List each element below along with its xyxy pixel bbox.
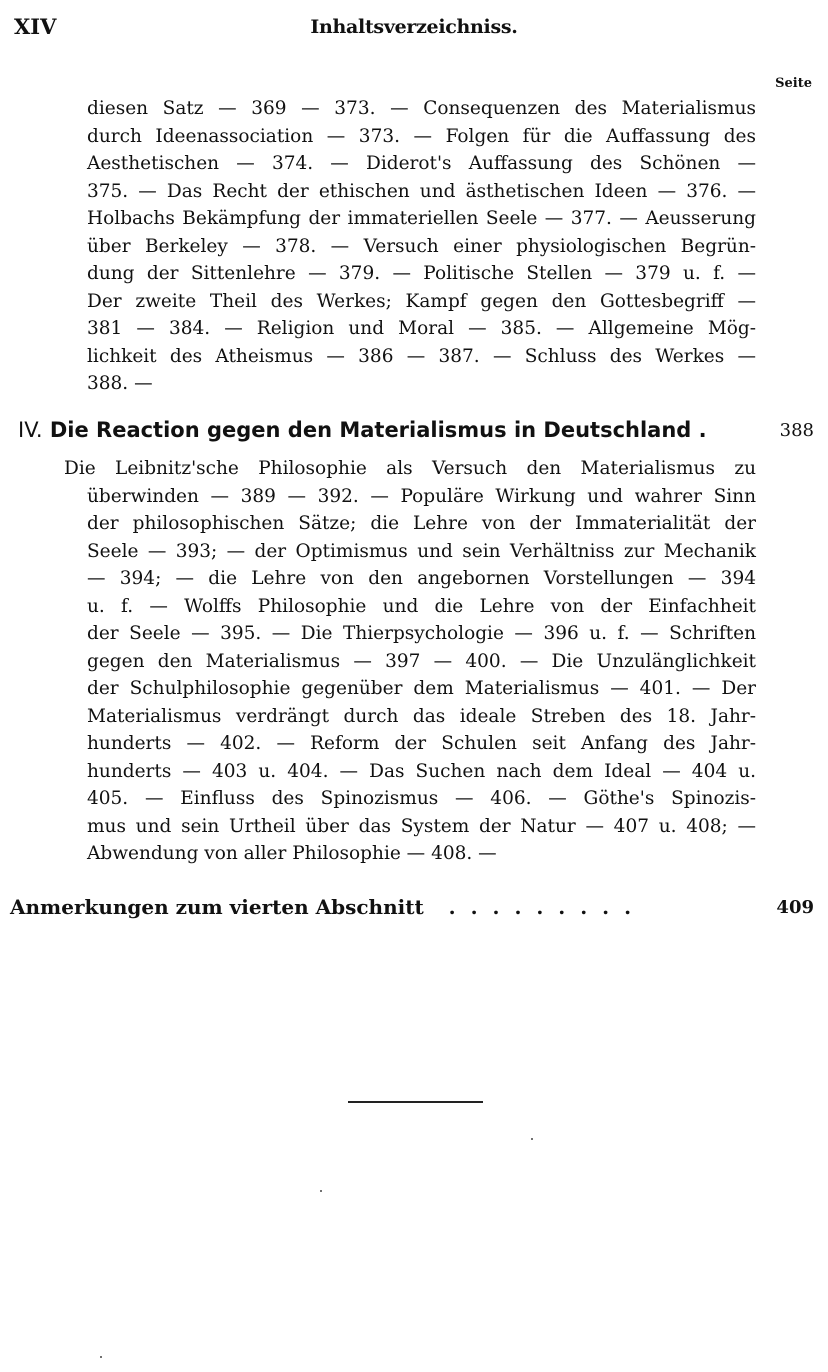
text-line: Materialismus verdrängt durch das ideale Streben des 18. Jahr- xyxy=(87,705,756,727)
text-line: hunderts — 402. — Reform der Schulen seit Anfang des Jahr- xyxy=(87,733,756,754)
dot-leader: . xyxy=(698,418,707,442)
text-line: Aesthetischen — 374. — Diderot's Auffassung des Schönen — xyxy=(87,153,756,174)
text-line: Holbachs Bekämpfung der immateriellen Seele — 377. — Aeusserung xyxy=(87,208,756,229)
text-line: lichkeit des Atheismus — 386 — 387. — Schluss des Werkes — xyxy=(87,345,756,367)
anmerkungen-entry[interactable] xyxy=(10,895,814,919)
end-rule xyxy=(348,1101,483,1103)
text-line: 405. — Einfluss des Spinozismus — 406. — Göthe's Spinozis- xyxy=(87,788,756,809)
text-line: der Seele — 395. — Die Thierpsychologie — 396 u. f. — Schriften xyxy=(87,623,756,644)
text-line: Der zweite Theil des Werkes; Kampf gegen den Gottesbegriff — xyxy=(87,290,756,312)
print-speck xyxy=(531,1138,533,1140)
text-line: — 394; — die Lehre von den angebornen Vorstellungen — 394 xyxy=(87,568,756,589)
text-line: 381 — 384. — Religion und Moral — 385. — Allgemeine Mög- xyxy=(87,318,756,339)
section-title: Die Reaction gegen den Materialismus in Deutschland xyxy=(49,418,692,442)
text-line: der Schulphilosophie gegenüber dem Materialismus — 401. — Der xyxy=(87,678,756,699)
text-line: u. f. — Wolffs Philosophie und die Lehre von der Einfachheit xyxy=(87,595,756,617)
text-line: gegen den Materialismus — 397 — 400. — Die Unzulänglichkeit xyxy=(87,650,756,672)
text-line: dung der Sittenlehre — 379. — Politische Stellen — 379 u. f. — xyxy=(87,263,756,284)
toc-entry-section-iv xyxy=(64,455,756,868)
page-header xyxy=(14,14,814,42)
section-numeral: IV. xyxy=(18,418,43,442)
text-line: über Berkeley — 378. — Versuch einer physiologischen Begrün- xyxy=(87,235,756,257)
text-line: der philosophischen Sätze; die Lehre von der Immaterialität der xyxy=(87,513,756,534)
text-line: mus und sein Urtheil über das System der Natur — 407 u. 408; — xyxy=(87,815,756,837)
page-number: XIV xyxy=(14,14,57,39)
text-line: 375. — Das Recht der ethischen und ästhetischen Ideen — 376. — xyxy=(87,180,756,202)
section-page-number: 388 xyxy=(779,420,814,441)
print-speck xyxy=(100,1356,102,1358)
text-line: 388. — xyxy=(87,373,153,394)
text-line: überwinden — 389 — 392. — Populäre Wirkung und wahrer Sinn xyxy=(87,485,756,507)
text-line: durch Ideenassociation — 373. — Folgen für die Auffassung des xyxy=(87,125,756,147)
text-line: Die Leibnitz'sche Philosophie als Versuch den Materialismus zu xyxy=(64,458,756,479)
text-line: hunderts — 403 u. 404. — Das Suchen nach dem Ideal — 404 u. xyxy=(87,760,756,782)
running-title: Inhaltsverzeichniss. xyxy=(310,16,518,38)
anmerkungen-page-number: 409 xyxy=(776,897,814,918)
dot-leader: . . . . . . . . . xyxy=(448,895,636,919)
text-line: diesen Satz — 369 — 373. — Consequenzen des Materialismus xyxy=(87,98,756,119)
text-line: Seele — 393; — der Optimismus und sein Verhältniss zur Mechanik xyxy=(87,540,756,562)
toc-entry-continuation xyxy=(87,95,756,398)
print-speck xyxy=(320,1190,322,1192)
section-iv-heading[interactable] xyxy=(18,418,814,442)
seite-column-label: Seite xyxy=(775,76,812,91)
anmerkungen-title: Anmerkungen zum vierten Abschnitt xyxy=(10,895,424,919)
text-line: Abwendung von aller Philosophie — 408. — xyxy=(87,843,497,864)
